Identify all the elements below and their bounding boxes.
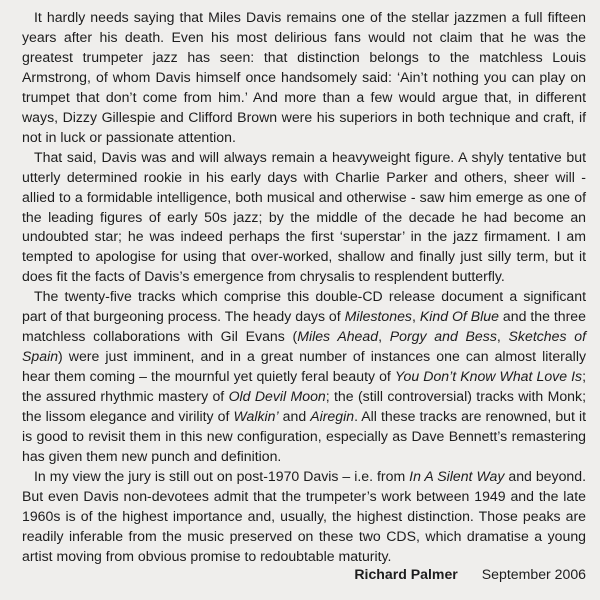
- text-run: It hardly needs saying that Miles Davis remains one of the stellar jazzmen a full fifteen years after his death. Even his most delirious fans would not claim that he was the greatest trumpeter jazz has seen: that distinction belongs to the matchless Louis Armstrong, of whom Davis himself once handsomely said: ‘Ain’t nothing you can play on trumpet that don’t come from him.’ And more than a few would argue that, in different ways, Dizzy Gillespie and Clifford Brown were his superiors in both technique and craft, if not in luck or passionate attention.: [22, 9, 586, 145]
- title-italic: Kind Of Blue: [419, 308, 499, 325]
- text-run: and the three matchless collaborations with Gil Evans (: [22, 308, 586, 345]
- paragraph-3: [22, 287, 586, 467]
- title-italic: Old Devil Moon: [228, 388, 326, 405]
- title-italic: In A Silent Way: [409, 467, 505, 484]
- title-italic: Miles Ahead: [297, 328, 379, 345]
- title-italic: You Don’t Know What Love Is: [394, 368, 583, 385]
- text-run: ,: [411, 308, 420, 325]
- paragraph-1: [22, 8, 586, 148]
- text-run: ; the (still controversial) tracks with Monk; the lissom elegance and virility of: [22, 388, 586, 425]
- title-italic: Walkin’: [233, 408, 279, 425]
- text-run: The twenty-five tracks which comprise this double-CD release document a significant part of that burgeoning process. The heady days of: [22, 288, 586, 325]
- title-italic: Porgy and Bess: [389, 328, 497, 345]
- liner-notes-body: [22, 8, 586, 567]
- text-run: and: [278, 408, 311, 425]
- paragraph-2: [22, 148, 586, 288]
- text-run: In my view the jury is still out on post-1970 Davis – i.e. from: [34, 467, 410, 484]
- text-run: ) were just imminent, and in a great number of instances one can almost literally hear them coming – the mournful yet quietly feral beauty of: [22, 348, 586, 385]
- signature: [354, 565, 586, 585]
- paragraph-4: [22, 467, 586, 567]
- title-italic: Sketches of Spain: [22, 328, 586, 365]
- text-run: ; the assured rhythmic mastery of: [22, 368, 586, 405]
- signature-date: September 2006: [481, 566, 586, 582]
- title-italic: Airegin: [310, 408, 355, 425]
- text-run: ,: [378, 328, 390, 345]
- title-italic: Milestones: [344, 308, 412, 325]
- author-name: Richard Palmer: [354, 566, 458, 582]
- text-run: and beyond. But even Davis non-devotees admit that the trumpeter’s work between 1949 and the late 1960s is of the highest importance and, usually, the highest distinction. Those peaks are readily inferable from the music preserved on these two CDS, which dramatise a young artist moving from obvious promise to redoubtable maturity.: [22, 467, 586, 564]
- text-run: ,: [496, 328, 509, 345]
- text-run: . All these tracks are renowned, but it is good to revisit them in this new configuration, especially as Dave Bennett’s remastering has given them new punch and definition.: [22, 408, 586, 464]
- text-run: That said, Davis was and will always remain a heavyweight figure. A shyly tentative but utterly determined rookie in his early days with Charlie Parker and others, sheer will - allied to a formidable intelligence, both musical and otherwise - saw him emerge as one of the leading figures of early 50s jazz; by the middle of the decade he had become an undoubted star; he was indeed perhaps the first ‘superstar’ in the jazz firmament. I am tempted to apologise for using that over-worked, shallow and finally just silly term, but it does fit the facts of Davis’s emergence from chrysalis to resplendent butterfly.: [22, 148, 586, 285]
